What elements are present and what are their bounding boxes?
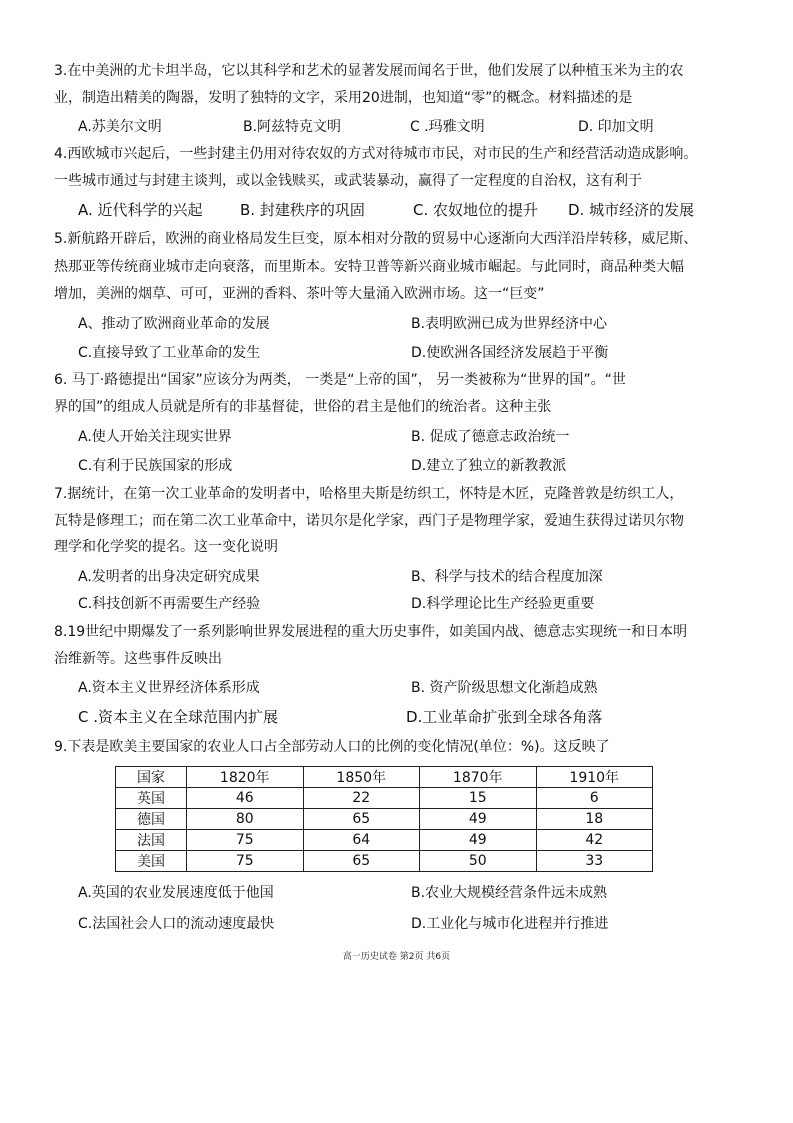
q6-option-a: A.使人开始关注现实世界	[78, 429, 232, 445]
q4-line-1: 4.西欧城市兴起后，一些封建主仍用对待农奴的方式对待城市市民，对市民的生产和经营活动造成影响。	[54, 146, 698, 162]
page-footer: 高一历史试卷 第2页 共6页	[342, 952, 451, 962]
q6-line-2: 界的国”的组成人员就是所有的非基督徒，世俗的君主是他们的统治者。这种主张	[54, 399, 552, 415]
q6-line-1: 6. 马丁·路德提出“国家”应该分为两类， 一类是“上帝的国”， 另一类被称为“世界的国”。“世	[54, 372, 626, 388]
q4-line-2: 一些城市通过与封建主谈判，或以金钱赎买，或武装暴动，赢得了一定程度的自治权，这有利于	[54, 173, 642, 189]
table-header-row	[116, 767, 653, 788]
q3-option-b: B.阿兹特克文明	[243, 119, 342, 135]
q8-option-a: A.资本主义世界经济体系形成	[78, 680, 260, 696]
table-cell: 65	[303, 851, 420, 872]
q5-line-1: 5.新航路开辟后，欧洲的商业格局发生巨变，原本相对分散的贸易中心逐渐向大西洋沿岸转移，威尼斯、	[54, 231, 698, 247]
agriculture-population-table	[115, 766, 653, 872]
q4-option-c: C. 农奴地位的提升	[413, 201, 539, 219]
q4-option-a: A. 近代科学的兴起	[78, 201, 203, 219]
q9-option-b: B.农业大规模经营条件远未成熟	[411, 885, 608, 901]
q8-line-2: 治维新等。这些事件反映出	[54, 651, 222, 667]
q8-option-b: B. 资产阶级思想文化渐趋成熟	[411, 680, 598, 696]
table-cell: 33	[536, 851, 653, 872]
q8-option-c: C .资本主义在全球范围内扩展	[78, 708, 279, 726]
q6-option-d: D.建立了独立的新教教派	[411, 458, 567, 474]
table-cell: 46	[187, 788, 304, 809]
table-header-cell: 1820年	[187, 767, 304, 788]
q3-line-2: 业，制造出精美的陶器，发明了独特的文字，采用20进制，也知道“零”的概念。材料描述的是	[54, 90, 633, 106]
table-header-cell: 1910年	[536, 767, 653, 788]
table-header-cell: 1850年	[303, 767, 420, 788]
q7-option-b: B、科学与技术的结合程度加深	[411, 569, 603, 585]
q6-option-c: C.有利于民族国家的形成	[78, 458, 233, 474]
table-header-cell: 1870年	[420, 767, 537, 788]
q4-option-d: D. 城市经济的发展	[568, 201, 695, 219]
q9-line-1: 9.下表是欧美主要国家的农业人口占全部劳动人口的比例的变化情况(单位：%)。这反映了	[54, 739, 610, 755]
q3-option-d: D. 印加文明	[578, 119, 654, 135]
q9-option-a: A.英国的农业发展速度低于他国	[78, 885, 274, 901]
table-cell: 6	[536, 788, 653, 809]
q4-option-b: B. 封建秩序的巩固	[240, 201, 365, 219]
table-cell: 80	[187, 809, 304, 830]
table-cell: 42	[536, 830, 653, 851]
q5-line-3: 增加，美洲的烟草、可可，亚洲的香料、茶叶等大量涌入欧洲市场。这一“巨变”	[54, 286, 545, 302]
q3-option-a: A.苏美尔文明	[78, 119, 162, 135]
table-cell: 德国	[116, 809, 187, 830]
q5-option-a: A、推动了欧洲商业革命的发展	[78, 316, 270, 332]
table-cell: 75	[187, 830, 304, 851]
table-cell: 15	[420, 788, 537, 809]
q9-option-c: C.法国社会人口的流动速度最快	[78, 916, 275, 932]
q7-option-d: D.科学理论比生产经验更重要	[411, 596, 595, 612]
q8-line-1: 8.19世纪中期爆发了一系列影响世界发展进程的重大历史事件，如美国内战、德意志实现统一和日本明	[54, 624, 688, 640]
table-cell: 49	[420, 809, 537, 830]
q6-option-b: B. 促成了德意志政治统一	[411, 429, 570, 445]
table-cell: 49	[420, 830, 537, 851]
table-row	[116, 788, 653, 809]
q8-option-d: D.工业革命扩张到全球各角落	[406, 708, 603, 726]
table-cell: 75	[187, 851, 304, 872]
q7-option-c: C.科技创新不再需要生产经验	[78, 596, 261, 612]
q3-option-c: C .玛雅文明	[410, 119, 485, 135]
table-row	[116, 809, 653, 830]
table-cell: 22	[303, 788, 420, 809]
q7-line-3: 理学和化学奖的提名。这一变化说明	[54, 539, 278, 555]
table-row	[116, 830, 653, 851]
table-cell: 法国	[116, 830, 187, 851]
q7-line-2: 瓦特是修理工；而在第二次工业革命中，诺贝尔是化学家，西门子是物理学家，爱迪生获得过诺贝尔物	[54, 513, 684, 529]
table-cell: 美国	[116, 851, 187, 872]
table-cell: 65	[303, 809, 420, 830]
q5-line-2: 热那亚等传统商业城市走向衰落，而里斯本。安特卫普等新兴商业城市崛起。与此同时，商品种类大幅	[54, 259, 684, 275]
table-cell: 50	[420, 851, 537, 872]
q3-line-1: 3.在中美洲的尤卡坦半岛，它以其科学和艺术的显著发展而闻名于世，他们发展了以种植玉米为主的农	[54, 63, 684, 79]
table-cell: 英国	[116, 788, 187, 809]
table-cell: 18	[536, 809, 653, 830]
q5-option-b: B.表明欧洲已成为世界经济中心	[411, 316, 608, 332]
table-cell: 64	[303, 830, 420, 851]
q5-option-c: C.直接导致了工业革命的发生	[78, 345, 261, 361]
table-header-cell: 国家	[116, 767, 187, 788]
q7-line-1: 7.据统计，在第一次工业革命的发明者中，哈格里夫斯是纺织工，怀特是木匠，克隆普敦是纺织工人，	[54, 486, 684, 502]
q5-option-d: D.使欧洲各国经济发展趋于平衡	[411, 345, 609, 361]
table-row	[116, 851, 653, 872]
q7-option-a: A.发明者的出身决定研究成果	[78, 569, 260, 585]
q9-option-d: D.工业化与城市化进程并行推进	[411, 916, 609, 932]
